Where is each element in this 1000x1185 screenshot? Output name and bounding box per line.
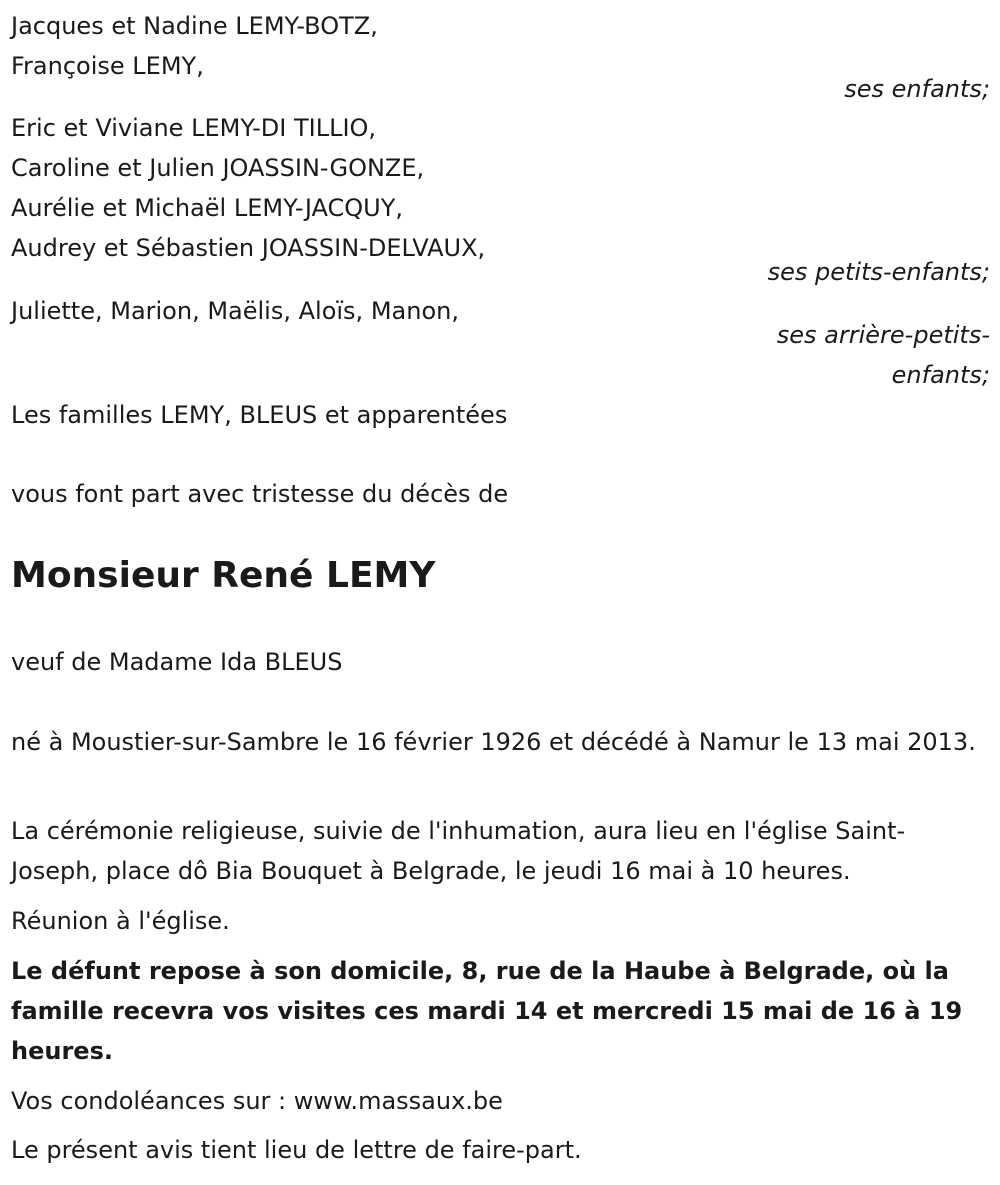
spouse-line: veuf de Madame Ida BLEUS (11, 648, 343, 676)
role-great-grandchildren-line1: ses arrière-petits- (776, 321, 990, 349)
condolences-paragraph: Vos condoléances sur : www.massaux.be (11, 1087, 503, 1115)
grandchild-name: Eric et Viviane LEMY-DI TILLIO, (11, 114, 377, 142)
ceremony-paragraph: La cérémonie religieuse, suivie de l'inhumation, aura lieu en l'église Saint-Joseph, place dô Bia Bouquet à Belgrade, le jeudi 16 mai à 10 heures. (11, 817, 906, 885)
visitation-paragraph: Le défunt repose à son domicile, 8, rue de la Haube à Belgrade, où la famille recevra vos visites ces mardi 14 et mercredi 15 mai de 16 à 19 heures. (11, 957, 963, 1065)
grandchild-name: Caroline et Julien JOASSIN-GONZE, (11, 154, 425, 182)
notice-paragraph: Le présent avis tient lieu de lettre de faire-part. (11, 1136, 582, 1164)
role-grandchildren: ses petits-enfants; (767, 258, 990, 286)
child-name: Françoise LEMY, (11, 52, 204, 80)
birth-death-paragraph: né à Moustier-sur-Sambre le 16 février 1926 et décédé à Namur le 13 mai 2013. (11, 728, 976, 756)
great-grandchildren-names: Juliette, Marion, Maëlis, Aloïs, Manon, (11, 297, 459, 325)
families-line: Les familles LEMY, BLEUS et apparentées (11, 401, 508, 429)
role-children: ses enfants; (844, 75, 990, 103)
grandchild-name: Audrey et Sébastien JOASSIN-DELVAUX, (11, 234, 486, 262)
role-great-grandchildren-line2: enfants; (891, 361, 990, 389)
grandchild-name: Aurélie et Michaël LEMY-JACQUY, (11, 194, 404, 222)
child-name: Jacques et Nadine LEMY-BOTZ, (11, 12, 378, 40)
announcement-line: vous font part avec tristesse du décès de (11, 480, 509, 508)
deceased-name: Monsieur René LEMY (11, 555, 436, 596)
meeting-paragraph: Réunion à l'église. (11, 907, 230, 935)
